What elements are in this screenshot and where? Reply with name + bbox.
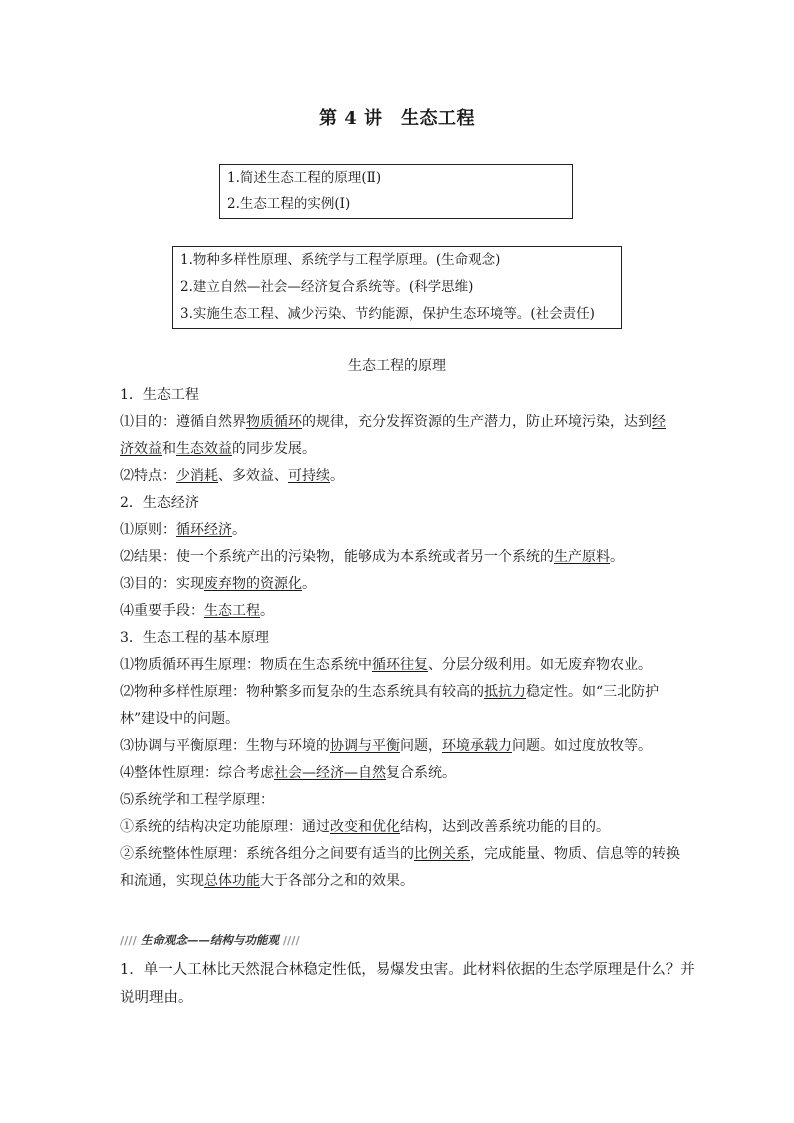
paragraph-line: ⑵结果：使一个系统产出的污染物，能够成为本系统或者另一个系统的生产原料。 bbox=[120, 549, 624, 565]
fill-blank: 物质循环 bbox=[246, 414, 302, 430]
literacy-banner bbox=[120, 932, 300, 948]
paragraph-line: 和流通，实现总体功能大于各部分之和的效果。 bbox=[120, 873, 414, 889]
paragraph-line: ②系统整体性原理：系统各组分之间要有适当的比例关系，完成能量、物质、信息等的转换 bbox=[120, 846, 680, 862]
paragraph-line: 济效益和生态效益的同步发展。 bbox=[120, 441, 316, 457]
content-body bbox=[120, 382, 680, 895]
fill-blank: 可持续 bbox=[288, 468, 330, 484]
fill-blank: 废弃物的资源化 bbox=[204, 576, 302, 592]
banner-text: 生命观念——结构与功能观 bbox=[140, 933, 279, 947]
question-line: 1．单一人工林比天然混合林稳定性低，易爆发虫害。此材料依据的生态学原理是什么？并 bbox=[120, 962, 695, 978]
fill-blank: 生产原料 bbox=[554, 549, 610, 565]
fill-blank: 少消耗 bbox=[176, 468, 218, 484]
paragraph-line: ⑵物种多样性原理：物种繁多而复杂的生态系统具有较高的抵抗力稳定性。如“三北防护 bbox=[120, 684, 660, 700]
paragraph-line: ⑶目的：实现废弃物的资源化。 bbox=[120, 576, 316, 592]
paragraph-line: ⑴原则：循环经济。 bbox=[120, 522, 246, 538]
subsection-heading: 3．生态工程的基本原理 bbox=[120, 630, 269, 646]
core-literacy-box bbox=[172, 246, 622, 329]
paragraph-line: ⑷重要手段：生态工程。 bbox=[120, 603, 274, 619]
exam-requirements-box bbox=[219, 164, 573, 219]
section-heading: 生态工程的原理 bbox=[348, 358, 446, 374]
banner-decoration: //// bbox=[282, 933, 300, 947]
fill-blank: 循环往复 bbox=[372, 657, 428, 673]
paragraph-line: 林”建设中的问题。 bbox=[120, 711, 240, 727]
fill-blank: 改变和优化 bbox=[330, 819, 400, 835]
fill-blank: 总体功能 bbox=[204, 873, 260, 889]
paragraph-line: ⑴物质循环再生原理：物质在生态系统中循环往复、分层分级利用。如无废弃物农业。 bbox=[120, 657, 652, 673]
paragraph-line: ⑸系统学和工程学原理： bbox=[120, 792, 274, 808]
literacy-line: 2.建立自然—社会—经济复合系统等。(科学思维) bbox=[180, 279, 474, 295]
question-line: 说明理由。 bbox=[120, 990, 193, 1006]
fill-blank: 社会—经济—自然 bbox=[274, 765, 386, 781]
subsection-heading: 1．生态工程 bbox=[120, 387, 199, 403]
subsection-heading: 2．生态经济 bbox=[120, 495, 199, 511]
fill-blank: 生态效益 bbox=[176, 441, 232, 457]
question-block bbox=[120, 956, 695, 1012]
fill-blank: 循环经济 bbox=[176, 522, 232, 538]
fill-blank: 协调与平衡 bbox=[330, 738, 400, 754]
paragraph-line: ⑴目的：遵循自然界物质循环的规律，充分发挥资源的生产潜力，防止环境污染，达到经 bbox=[120, 414, 666, 430]
literacy-line: 1.物种多样性原理、系统学与工程学原理。(生命观念) bbox=[180, 252, 501, 268]
banner-decoration: //// bbox=[120, 933, 137, 947]
requirement-line: 1.简述生态工程的原理(Ⅱ) bbox=[227, 170, 382, 186]
fill-blank: 济效益 bbox=[120, 441, 162, 457]
fill-blank: 比例关系 bbox=[414, 846, 470, 862]
paragraph-line: ⑵特点：少消耗、多效益、可持续。 bbox=[120, 468, 344, 484]
fill-blank: 环境承载力 bbox=[442, 738, 512, 754]
paragraph-line: ①系统的结构决定功能原理：通过改变和优化结构，达到改善系统功能的目的。 bbox=[120, 819, 610, 835]
requirement-line: 2.生态工程的实例(Ⅰ) bbox=[227, 196, 351, 212]
paragraph-line: ⑶协调与平衡原理：生物与环境的协调与平衡问题，环境承载力问题。如过度放牧等。 bbox=[120, 738, 652, 754]
literacy-line: 3.实施生态工程、减少污染、节约能源，保护生态环境等。(社会责任) bbox=[180, 306, 595, 322]
fill-blank: 生态工程 bbox=[204, 603, 260, 619]
fill-blank: 抵抗力 bbox=[484, 684, 526, 700]
fill-blank: 经 bbox=[652, 414, 666, 430]
lesson-title: 第 4 讲 生态工程 bbox=[318, 108, 476, 129]
paragraph-line: ⑷整体性原理：综合考虑社会—经济—自然复合系统。 bbox=[120, 765, 456, 781]
